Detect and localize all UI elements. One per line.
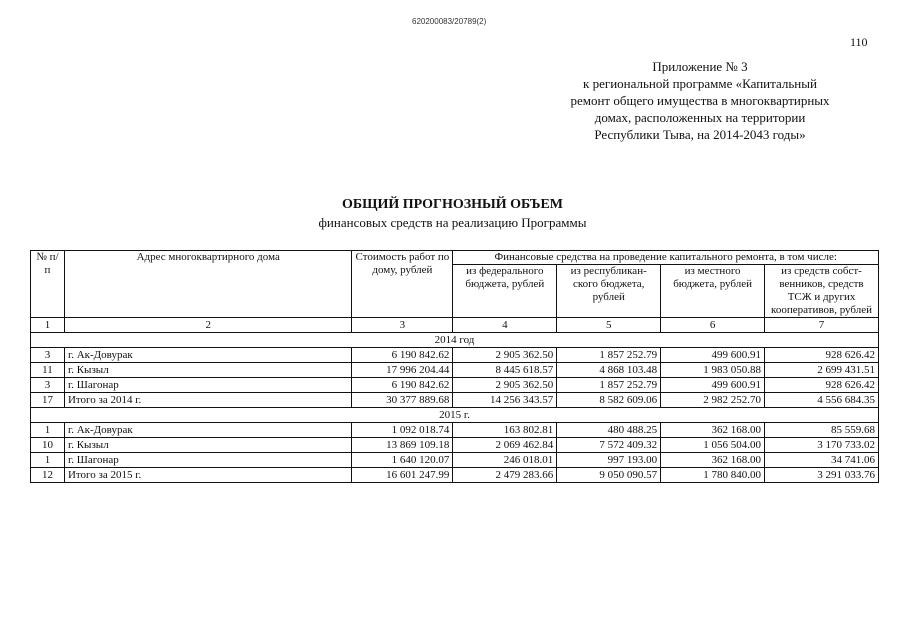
cell-own: 3 170 733.02: [765, 438, 879, 453]
total-row: [31, 393, 879, 408]
total-row: [31, 468, 879, 483]
cell-republic: 9 050 090.57: [557, 468, 661, 483]
appendix-line: Республики Тыва, на 2014-2043 годы»: [594, 127, 806, 142]
year-row: [31, 408, 879, 423]
cell-local: 499 600.91: [661, 348, 765, 363]
header-republic: из республикан-ского бюджета, рублей: [557, 265, 661, 318]
cell-cost: 16 601 247.99: [352, 468, 453, 483]
header-own: из средств собст-венников, средств ТСЖ и других кооперативов, рублей: [765, 265, 879, 318]
year-label: 2014 год: [31, 333, 879, 348]
appendix-block: [535, 58, 865, 143]
cell-own: 3 291 033.76: [765, 468, 879, 483]
column-number: 1: [31, 318, 65, 333]
cell-local: 1 780 840.00: [661, 468, 765, 483]
appendix-line: Приложение № 3: [652, 59, 748, 74]
header-num: № п/п: [31, 251, 65, 318]
cell-num: 12: [31, 468, 65, 483]
header-local: из местного бюджета, рублей: [661, 265, 765, 318]
page-number: 110: [850, 35, 868, 49]
cell-address: г. Шагонар: [64, 453, 352, 468]
header-cost: Стоимость работ по дому, рублей: [352, 251, 453, 318]
cell-local: 1 056 504.00: [661, 438, 765, 453]
cell-cost: 17 996 204.44: [352, 363, 453, 378]
table-row: [31, 363, 879, 378]
cell-republic: 1 857 252.79: [557, 378, 661, 393]
cell-own: 4 556 684.35: [765, 393, 879, 408]
cell-address: Итого за 2014 г.: [64, 393, 352, 408]
column-number: 3: [352, 318, 453, 333]
cell-local: 362 168.00: [661, 453, 765, 468]
document-title: ОБЩИЙ ПРОГНОЗНЫЙ ОБЪЕМ: [341, 197, 564, 212]
cell-cost: 1 640 120.07: [352, 453, 453, 468]
document-stamp: 620200083/20789(2): [412, 17, 487, 26]
column-number: 5: [557, 318, 661, 333]
appendix-line: домах, расположенных на территории: [594, 110, 806, 125]
cell-num: 10: [31, 438, 65, 453]
table-row: [31, 378, 879, 393]
cell-cost: 30 377 889.68: [352, 393, 453, 408]
header-federal: из федерального бюджета, рублей: [453, 265, 557, 318]
cell-num: 3: [31, 378, 65, 393]
cell-cost: 6 190 842.62: [352, 348, 453, 363]
cell-address: Итого за 2015 г.: [64, 468, 352, 483]
cell-own: 85 559.68: [765, 423, 879, 438]
cell-own: 2 699 431.51: [765, 363, 879, 378]
appendix-line: ремонт общего имущества в многоквартирных: [570, 93, 830, 108]
cell-federal: 246 018.01: [453, 453, 557, 468]
cell-cost: 1 092 018.74: [352, 423, 453, 438]
cell-address: г. Кызыл: [64, 438, 352, 453]
cell-republic: 7 572 409.32: [557, 438, 661, 453]
finance-table: [30, 250, 879, 483]
cell-republic: 997 193.00: [557, 453, 661, 468]
cell-address: г. Ак-Довурак: [64, 423, 352, 438]
cell-own: 928 626.42: [765, 378, 879, 393]
column-number: 7: [765, 318, 879, 333]
cell-federal: 8 445 618.57: [453, 363, 557, 378]
cell-federal: 2 905 362.50: [453, 378, 557, 393]
year-label: 2015 г.: [31, 408, 879, 423]
appendix-line: к региональной программе «Капитальный: [583, 76, 817, 91]
cell-local: 1 983 050.88: [661, 363, 765, 378]
table-row: [31, 348, 879, 363]
cell-federal: 163 802.81: [453, 423, 557, 438]
header-funding-group: Финансовые средства на проведение капитального ремонта, в том числе:: [453, 251, 879, 265]
cell-address: г. Ак-Довурак: [64, 348, 352, 363]
cell-local: 362 168.00: [661, 423, 765, 438]
table-row: [31, 438, 879, 453]
column-number: 6: [661, 318, 765, 333]
cell-num: 1: [31, 453, 65, 468]
table-row: [31, 423, 879, 438]
cell-federal: 2 905 362.50: [453, 348, 557, 363]
cell-address: г. Кызыл: [64, 363, 352, 378]
cell-own: 928 626.42: [765, 348, 879, 363]
cell-republic: 480 488.25: [557, 423, 661, 438]
cell-cost: 13 869 109.18: [352, 438, 453, 453]
table-row: [31, 453, 879, 468]
cell-republic: 4 868 103.48: [557, 363, 661, 378]
cell-cost: 6 190 842.62: [352, 378, 453, 393]
cell-num: 17: [31, 393, 65, 408]
cell-federal: 2 479 283.66: [453, 468, 557, 483]
cell-address: г. Шагонар: [64, 378, 352, 393]
cell-republic: 8 582 609.06: [557, 393, 661, 408]
cell-own: 34 741.06: [765, 453, 879, 468]
cell-local: 499 600.91: [661, 378, 765, 393]
column-numbers-row: [31, 318, 879, 333]
cell-republic: 1 857 252.79: [557, 348, 661, 363]
cell-num: 1: [31, 423, 65, 438]
cell-num: 3: [31, 348, 65, 363]
cell-federal: 14 256 343.57: [453, 393, 557, 408]
column-number: 2: [64, 318, 352, 333]
document-subtitle: финансовых средств на реализацию Программы: [318, 215, 587, 230]
cell-local: 2 982 252.70: [661, 393, 765, 408]
cell-federal: 2 069 462.84: [453, 438, 557, 453]
cell-num: 11: [31, 363, 65, 378]
column-number: 4: [453, 318, 557, 333]
header-address: Адрес многоквартирного дома: [64, 251, 352, 318]
year-row: [31, 333, 879, 348]
